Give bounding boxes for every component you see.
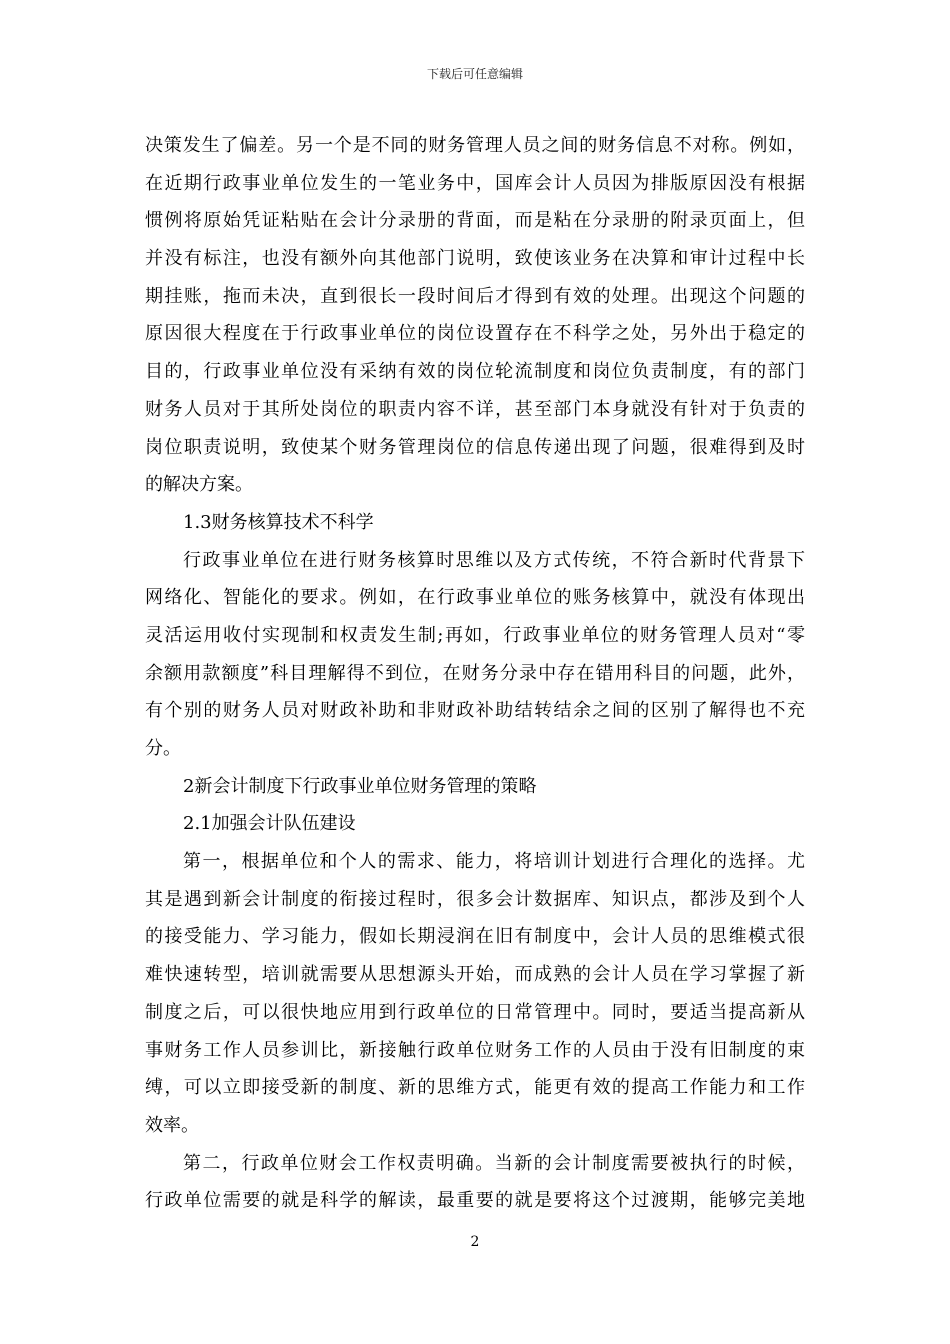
text-line: 缚，可以立即接受新的制度、新的思维方式，能更有效的提高工作能力和工作 [145,1077,805,1099]
text-line: 并没有标注，也没有额外向其他部门说明，致使该业务在决算和审计过程中长 [145,248,805,270]
text-line: 第二，行政单位财会工作权责明确。当新的会计制度需要被执行的时候， [183,1152,805,1174]
text-line: 期挂账，拖而未决，直到很长一段时间后才得到有效的处理。出现这个问题的 [145,285,805,307]
text-line: 在近期行政事业单位发生的一笔业务中，国库会计人员因为排版原因没有根据 [145,172,805,194]
text-line: 效率。 [145,1114,199,1136]
text-line: 第一，根据单位和个人的需求、能力，将培训计划进行合理化的选择。尤 [183,851,805,873]
text-line: 灵活运用收付实现制和权责发生制;再如，行政事业单位的财务管理人员对“零 [145,624,805,646]
text-line: 惯例将原始凭证粘贴在会计分录册的背面，而是粘在分录册的附录页面上，但 [145,210,805,232]
text-line: 决策发生了偏差。另一个是不同的财务管理人员之间的财务信息不对称。例如， [145,135,805,156]
page-header: 下载后可任意编辑 [426,67,523,81]
document-body [145,127,805,1220]
text-line: 行政事业单位在进行财务核算时思维以及方式传统，不符合新时代背景下 [183,549,805,571]
text-line: 余额用款额度”科目理解得不到位，在财务分录中存在错用科目的问题，此外， [145,662,805,684]
text-line: 财务人员对于其所处岗位的职责内容不详，甚至部门本身就没有针对于负责的 [145,398,805,420]
section-heading: 1.3财务核算技术不科学 [183,511,374,533]
text-line: 制度之后，可以很快地应用到行政单位的日常管理中。同时，要适当提高新从 [145,1001,805,1023]
text-line: 目的，行政事业单位没有采纳有效的岗位轮流制度和岗位负责制度，有的部门 [145,361,805,383]
text-line: 的解决方案。 [145,474,253,496]
page-number: 2 [470,1234,480,1250]
section-heading: 2新会计制度下行政事业单位财务管理的策略 [183,775,537,797]
text-line: 行政单位需要的就是科学的解读，最重要的就是要将这个过渡期，能够完美地 [145,1190,805,1212]
section-heading: 2.1加强会计队伍建设 [183,813,356,835]
text-line: 其是遇到新会计制度的衔接过程时，很多会计数据库、知识点，都涉及到个人 [145,888,805,910]
text-line: 有个别的财务人员对财政补助和非财政补助结转结余之间的区别了解得也不充 [145,700,805,722]
text-line: 难快速转型，培训就需要从思想源头开始，而成熟的会计人员在学习掌握了新 [145,964,805,986]
text-line: 事财务工作人员参训比，新接触行政单位财务工作的人员由于没有旧制度的束 [145,1039,805,1061]
text-line: 网络化、智能化的要求。例如，在行政事业单位的账务核算中，就没有体现出 [145,587,805,609]
text-line: 分。 [145,738,181,759]
text-line: 岗位职责说明，致使某个财务管理岗位的信息传递出现了问题，很难得到及时 [145,436,805,458]
text-line: 的接受能力、学习能力，假如长期浸润在旧有制度中，会计人员的思维模式很 [145,926,805,948]
text-line: 原因很大程度在于行政事业单位的岗位设置存在不科学之处，另外出于稳定的 [145,323,805,345]
